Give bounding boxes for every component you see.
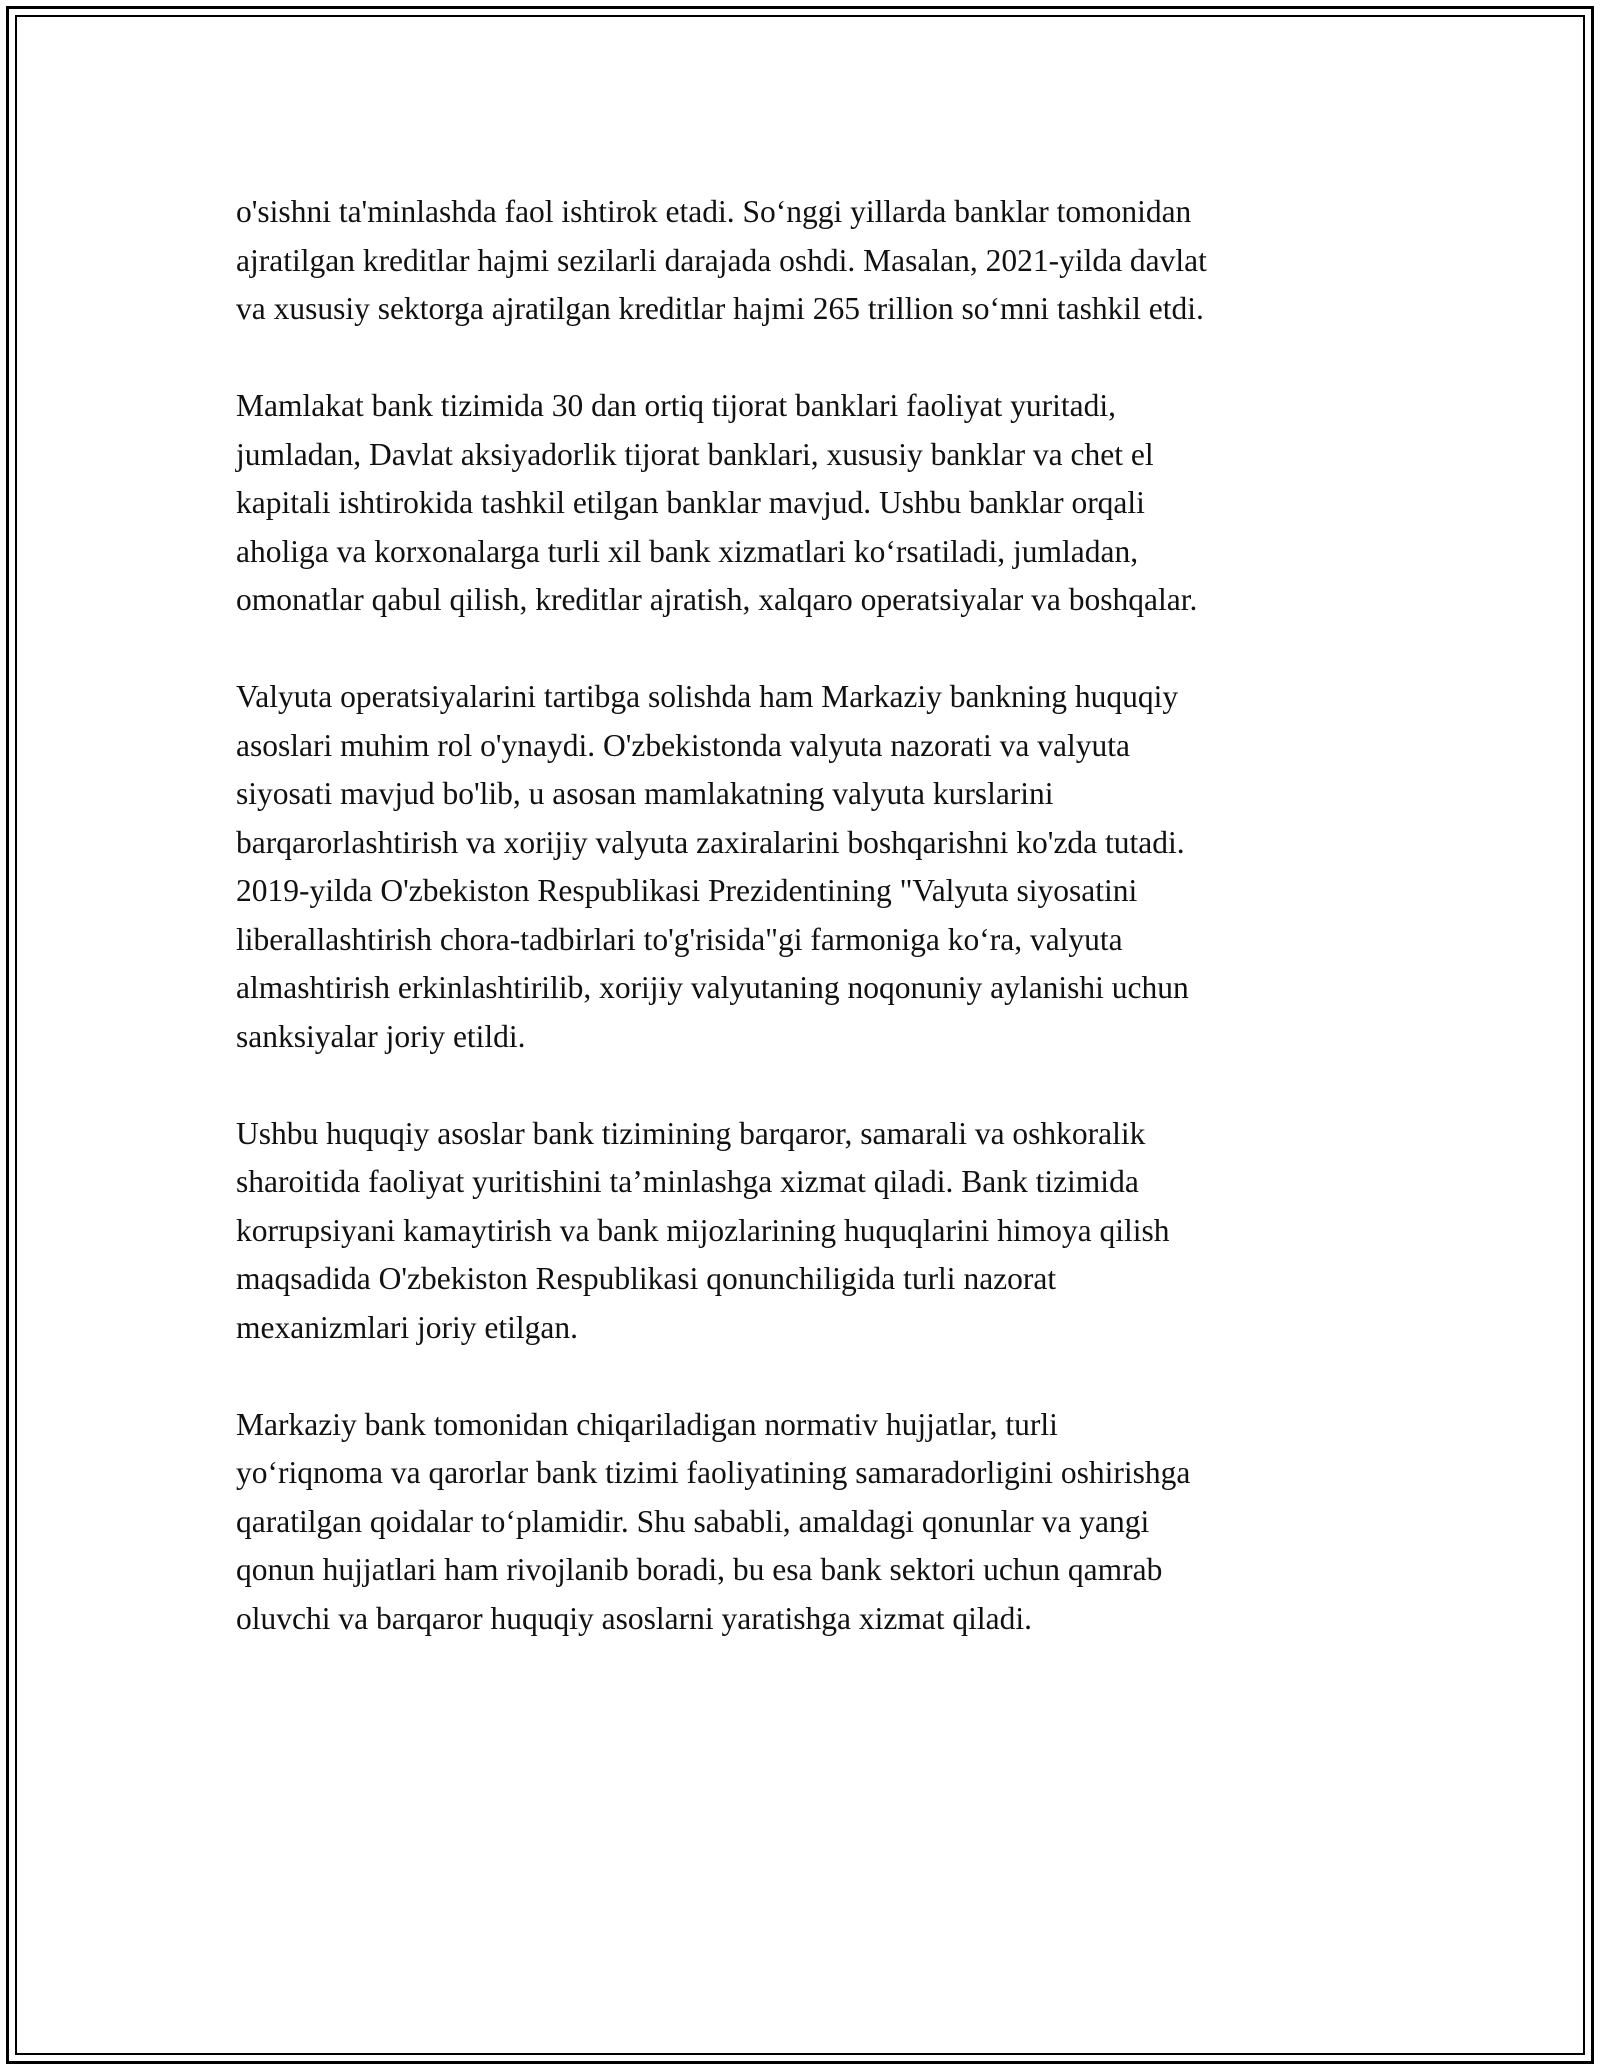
paragraph bbox=[236, 1401, 1386, 1644]
paragraph bbox=[236, 188, 1386, 334]
text-line: oluvchi va barqaror huquqiy asoslarni yaratishga xizmat qiladi. bbox=[236, 1600, 1033, 1636]
text-line: Ushbu huquqiy asoslar bank tizimining barqaror, samarali va oshkoralik bbox=[236, 1115, 1146, 1151]
text-line: liberallashtirish chora-tadbirlari to'g'risida"gi farmoniga ko‘ra, valyuta bbox=[236, 921, 1123, 957]
text-line: asoslari muhim rol o'ynaydi. O'zbekistonda valyuta nazorati va valyuta bbox=[236, 727, 1130, 763]
text-line: Markaziy bank tomonidan chiqariladigan normativ hujjatlar, turli bbox=[236, 1406, 1058, 1442]
text-line: 2019-yilda O'zbekiston Respublikasi Prezidentining "Valyuta siyosatini bbox=[236, 873, 1138, 908]
text-line: yo‘riqnoma va qarorlar bank tizimi faoliyatining samaradorligini oshirishga bbox=[236, 1455, 1191, 1490]
text-line: almashtirish erkinlashtirilib, xorijiy valyutaning noqonuniy aylanishi uchun bbox=[236, 970, 1189, 1005]
text-line: ajratilgan kreditlar hajmi sezilarli darajada oshdi. Masalan, 2021-yilda davlat bbox=[236, 242, 1207, 278]
text-line: kapitali ishtirokida tashkil etilgan banklar mavjud. Ushbu banklar orqali bbox=[236, 485, 1145, 520]
text-line: barqarorlashtirish va xorijiy valyuta zaxiralarini boshqarishni ko'zda tutadi. bbox=[236, 824, 1185, 860]
paragraph bbox=[236, 382, 1386, 625]
text-line: o'sishni ta'minlashda faol ishtirok etadi. So‘nggi yillarda banklar tomonidan bbox=[236, 194, 1192, 229]
text-line: korrupsiyani kamaytirish va bank mijozlarining huquqlarini himoya qilish bbox=[236, 1212, 1170, 1248]
text-line: jumladan, Davlat aksiyadorlik tijorat banklari, xususiy banklar va chet el bbox=[236, 436, 1154, 472]
text-line: omonatlar qabul qilish, kreditlar ajratish, xalqaro operatsiyalar va boshqalar. bbox=[236, 582, 1198, 617]
text-line: sanksiyalar joriy etildi. bbox=[236, 1018, 526, 1054]
text-line: Valyuta operatsiyalarini tartibga solishda ham Markaziy bankning huquqiy bbox=[236, 679, 1179, 714]
text-line: va xususiy sektorga ajratilgan kreditlar hajmi 265 trillion so‘mni tashkil etdi. bbox=[236, 291, 1204, 326]
text-line: siyosati mavjud bo'lib, u asosan mamlakatning valyuta kurslarini bbox=[236, 776, 1054, 811]
text-line: qaratilgan qoidalar to‘plamidir. Shu sababli, amaldagi qonunlar va yangi bbox=[236, 1503, 1150, 1539]
text-line: qonun hujjatlari ham rivojlanib boradi, bu esa bank sektori uchun qamrab bbox=[236, 1552, 1163, 1587]
document-body bbox=[236, 188, 1386, 1692]
text-line: maqsadida O'zbekiston Respublikasi qonunchiligida turli nazorat bbox=[236, 1261, 1057, 1296]
paragraph bbox=[236, 1110, 1386, 1353]
text-line: sharoitida faoliyat yuritishini ta’minlashga xizmat qiladi. Bank tizimida bbox=[236, 1164, 1139, 1199]
text-line: mexanizmlari joriy etilgan. bbox=[236, 1309, 579, 1345]
text-line: aholiga va korxonalarga turli xil bank xizmatlari ko‘rsatiladi, jumladan, bbox=[236, 533, 1139, 569]
text-line: Mamlakat bank tizimida 30 dan ortiq tijorat banklari faoliyat yuritadi, bbox=[236, 388, 1117, 423]
paragraph bbox=[236, 673, 1386, 1061]
